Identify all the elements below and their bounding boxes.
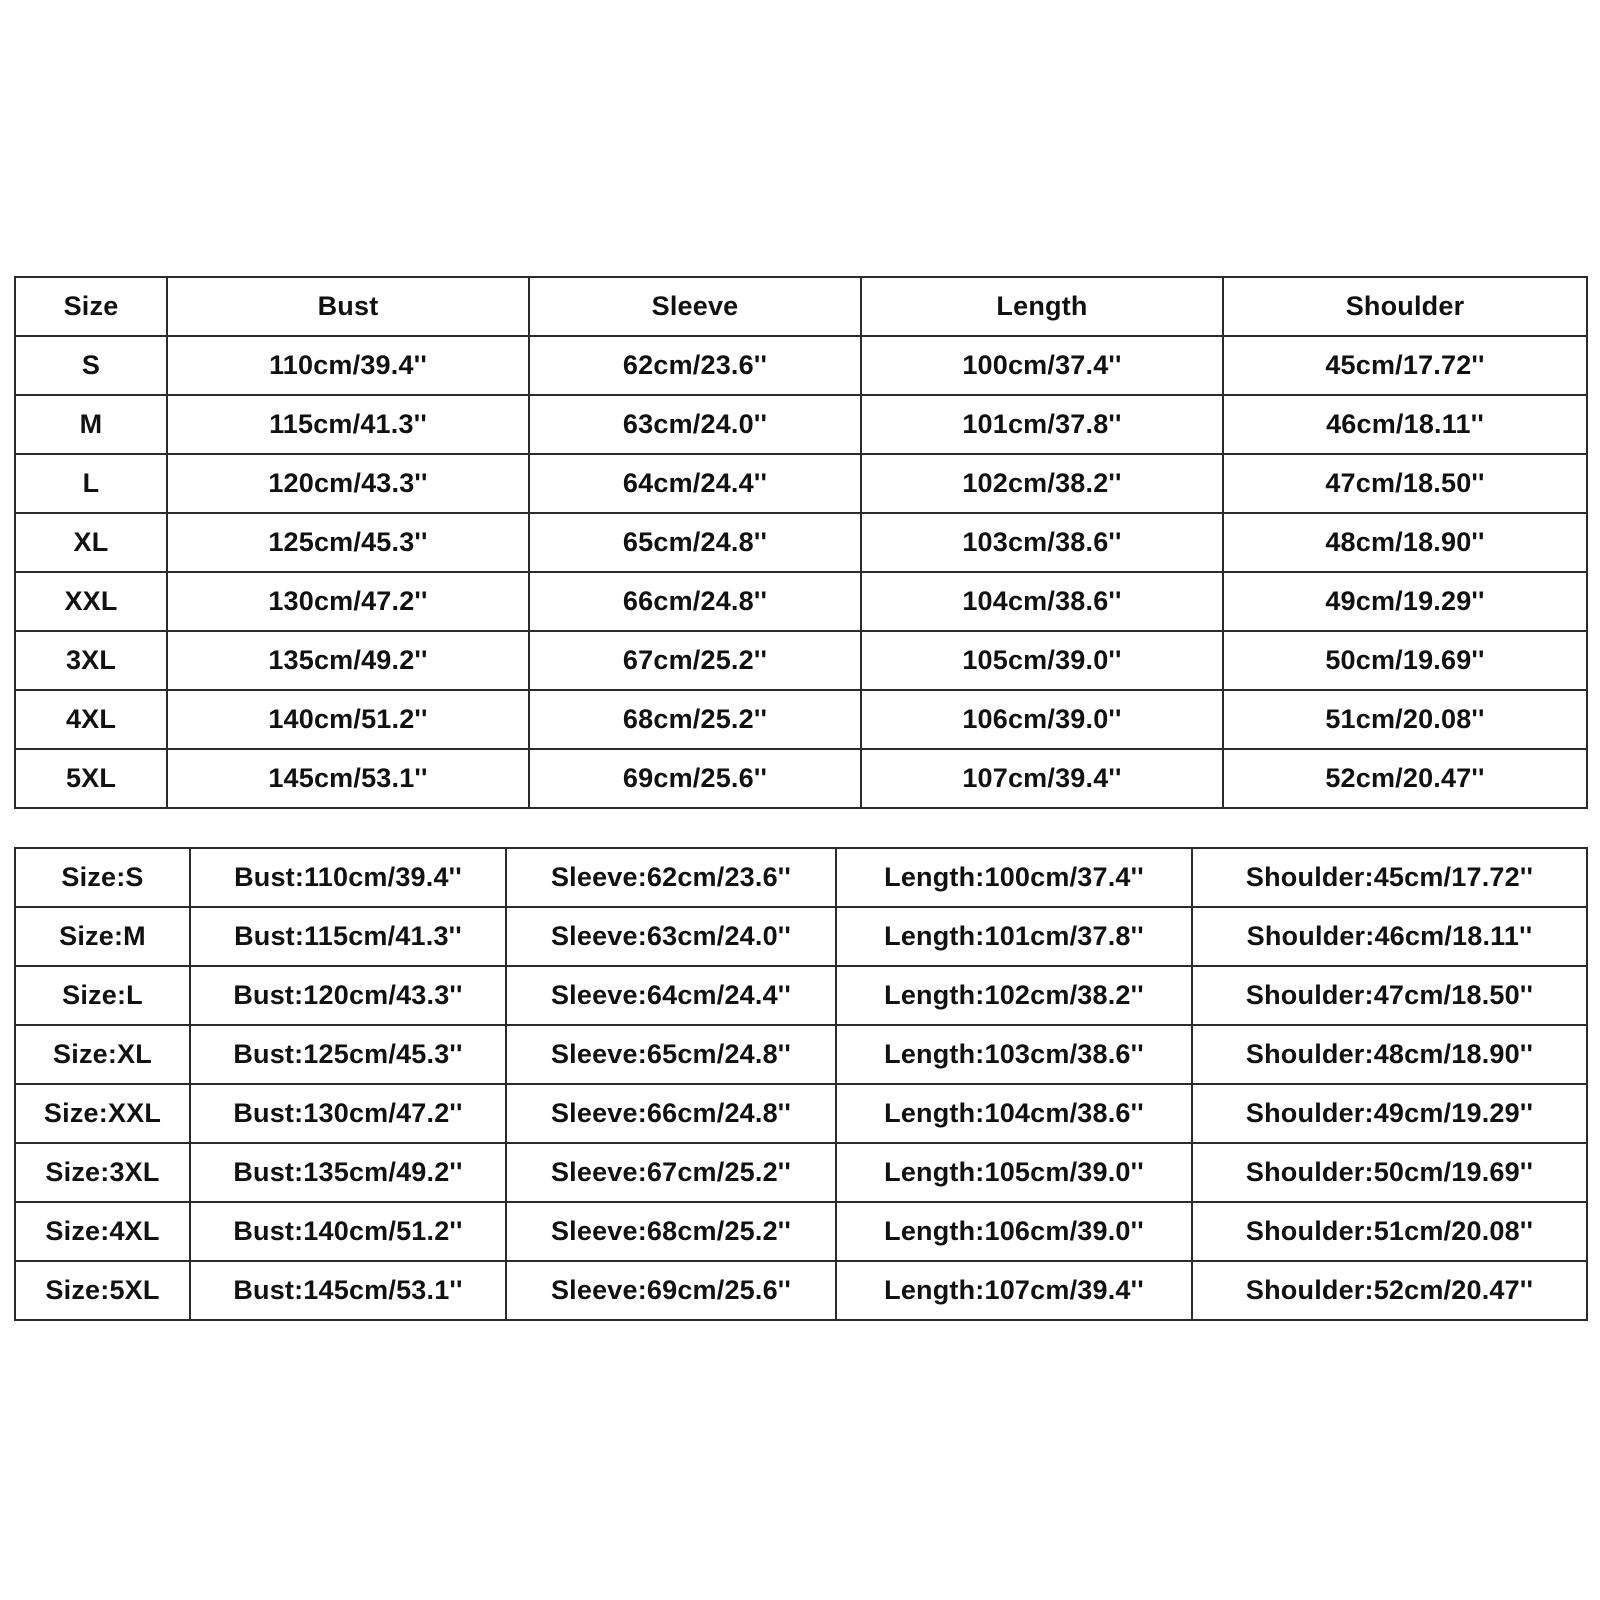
bust-cell: 145cm/53.1'' xyxy=(167,749,529,808)
table-row xyxy=(15,631,1587,690)
header-size: Size xyxy=(15,277,167,336)
length-cell: 101cm/37.8'' xyxy=(861,395,1223,454)
shoulder-cell: 46cm/18.11'' xyxy=(1223,395,1587,454)
sleeve-cell: Sleeve:63cm/24.0'' xyxy=(506,907,836,966)
bust-cell: Bust:135cm/49.2'' xyxy=(190,1143,506,1202)
sleeve-cell: Sleeve:68cm/25.2'' xyxy=(506,1202,836,1261)
shoulder-cell: 51cm/20.08'' xyxy=(1223,690,1587,749)
shoulder-cell: Shoulder:52cm/20.47'' xyxy=(1192,1261,1587,1320)
length-cell: Length:102cm/38.2'' xyxy=(836,966,1192,1025)
sleeve-cell: 62cm/23.6'' xyxy=(529,336,861,395)
header-shoulder: Shoulder xyxy=(1223,277,1587,336)
length-cell: Length:100cm/37.4'' xyxy=(836,848,1192,907)
length-cell: Length:107cm/39.4'' xyxy=(836,1261,1192,1320)
table-row xyxy=(15,1261,1587,1320)
bust-cell: Bust:110cm/39.4'' xyxy=(190,848,506,907)
table-row xyxy=(15,1084,1587,1143)
size-cell: XXL xyxy=(15,572,167,631)
size-cell: M xyxy=(15,395,167,454)
sleeve-cell: 65cm/24.8'' xyxy=(529,513,861,572)
size-cell: Size:S xyxy=(15,848,190,907)
header-sleeve: Sleeve xyxy=(529,277,861,336)
sleeve-cell: Sleeve:66cm/24.8'' xyxy=(506,1084,836,1143)
size-cell: 3XL xyxy=(15,631,167,690)
bust-cell: Bust:130cm/47.2'' xyxy=(190,1084,506,1143)
bust-cell: 140cm/51.2'' xyxy=(167,690,529,749)
sleeve-cell: Sleeve:69cm/25.6'' xyxy=(506,1261,836,1320)
table-row xyxy=(15,513,1587,572)
length-cell: Length:105cm/39.0'' xyxy=(836,1143,1192,1202)
bust-cell: 115cm/41.3'' xyxy=(167,395,529,454)
bust-cell: Bust:145cm/53.1'' xyxy=(190,1261,506,1320)
length-cell: 100cm/37.4'' xyxy=(861,336,1223,395)
bust-cell: 120cm/43.3'' xyxy=(167,454,529,513)
length-cell: 106cm/39.0'' xyxy=(861,690,1223,749)
bust-cell: Bust:115cm/41.3'' xyxy=(190,907,506,966)
size-chart-table-labeled xyxy=(14,847,1588,1321)
table-row xyxy=(15,395,1587,454)
length-cell: 107cm/39.4'' xyxy=(861,749,1223,808)
bust-cell: Bust:125cm/45.3'' xyxy=(190,1025,506,1084)
size-cell: XL xyxy=(15,513,167,572)
bust-cell: Bust:120cm/43.3'' xyxy=(190,966,506,1025)
size-cell: S xyxy=(15,336,167,395)
size-cell: Size:XL xyxy=(15,1025,190,1084)
shoulder-cell: 49cm/19.29'' xyxy=(1223,572,1587,631)
sleeve-cell: 68cm/25.2'' xyxy=(529,690,861,749)
size-cell: 5XL xyxy=(15,749,167,808)
length-cell: 104cm/38.6'' xyxy=(861,572,1223,631)
length-cell: Length:101cm/37.8'' xyxy=(836,907,1192,966)
bust-cell: 135cm/49.2'' xyxy=(167,631,529,690)
length-cell: 105cm/39.0'' xyxy=(861,631,1223,690)
length-cell: 103cm/38.6'' xyxy=(861,513,1223,572)
shoulder-cell: 47cm/18.50'' xyxy=(1223,454,1587,513)
sleeve-cell: Sleeve:62cm/23.6'' xyxy=(506,848,836,907)
size-chart-table-columns xyxy=(14,276,1588,809)
bust-cell: 130cm/47.2'' xyxy=(167,572,529,631)
size-cell: 4XL xyxy=(15,690,167,749)
bust-cell: 125cm/45.3'' xyxy=(167,513,529,572)
length-cell: Length:103cm/38.6'' xyxy=(836,1025,1192,1084)
table-row xyxy=(15,907,1587,966)
size-cell: L xyxy=(15,454,167,513)
shoulder-cell: 50cm/19.69'' xyxy=(1223,631,1587,690)
sleeve-cell: Sleeve:67cm/25.2'' xyxy=(506,1143,836,1202)
table-row xyxy=(15,749,1587,808)
length-cell: 102cm/38.2'' xyxy=(861,454,1223,513)
size-cell: Size:L xyxy=(15,966,190,1025)
length-cell: Length:106cm/39.0'' xyxy=(836,1202,1192,1261)
shoulder-cell: Shoulder:47cm/18.50'' xyxy=(1192,966,1587,1025)
table-row xyxy=(15,1143,1587,1202)
size-cell: Size:3XL xyxy=(15,1143,190,1202)
shoulder-cell: 52cm/20.47'' xyxy=(1223,749,1587,808)
sleeve-cell: Sleeve:65cm/24.8'' xyxy=(506,1025,836,1084)
shoulder-cell: 45cm/17.72'' xyxy=(1223,336,1587,395)
table-row xyxy=(15,966,1587,1025)
sleeve-cell: 64cm/24.4'' xyxy=(529,454,861,513)
size-cell: Size:M xyxy=(15,907,190,966)
size-cell: Size:4XL xyxy=(15,1202,190,1261)
shoulder-cell: Shoulder:48cm/18.90'' xyxy=(1192,1025,1587,1084)
sleeve-cell: 63cm/24.0'' xyxy=(529,395,861,454)
sleeve-cell: 67cm/25.2'' xyxy=(529,631,861,690)
length-cell: Length:104cm/38.6'' xyxy=(836,1084,1192,1143)
header-length: Length xyxy=(861,277,1223,336)
shoulder-cell: Shoulder:50cm/19.69'' xyxy=(1192,1143,1587,1202)
bust-cell: 110cm/39.4'' xyxy=(167,336,529,395)
table-header-row xyxy=(15,277,1587,336)
table-row xyxy=(15,336,1587,395)
sleeve-cell: 69cm/25.6'' xyxy=(529,749,861,808)
bust-cell: Bust:140cm/51.2'' xyxy=(190,1202,506,1261)
size-cell: Size:XXL xyxy=(15,1084,190,1143)
shoulder-cell: Shoulder:46cm/18.11'' xyxy=(1192,907,1587,966)
size-cell: Size:5XL xyxy=(15,1261,190,1320)
header-bust: Bust xyxy=(167,277,529,336)
table-row xyxy=(15,454,1587,513)
table-row xyxy=(15,1202,1587,1261)
table-row xyxy=(15,690,1587,749)
table-row xyxy=(15,572,1587,631)
table-row xyxy=(15,1025,1587,1084)
shoulder-cell: 48cm/18.90'' xyxy=(1223,513,1587,572)
shoulder-cell: Shoulder:51cm/20.08'' xyxy=(1192,1202,1587,1261)
sleeve-cell: Sleeve:64cm/24.4'' xyxy=(506,966,836,1025)
sleeve-cell: 66cm/24.8'' xyxy=(529,572,861,631)
shoulder-cell: Shoulder:49cm/19.29'' xyxy=(1192,1084,1587,1143)
shoulder-cell: Shoulder:45cm/17.72'' xyxy=(1192,848,1587,907)
table-row xyxy=(15,848,1587,907)
